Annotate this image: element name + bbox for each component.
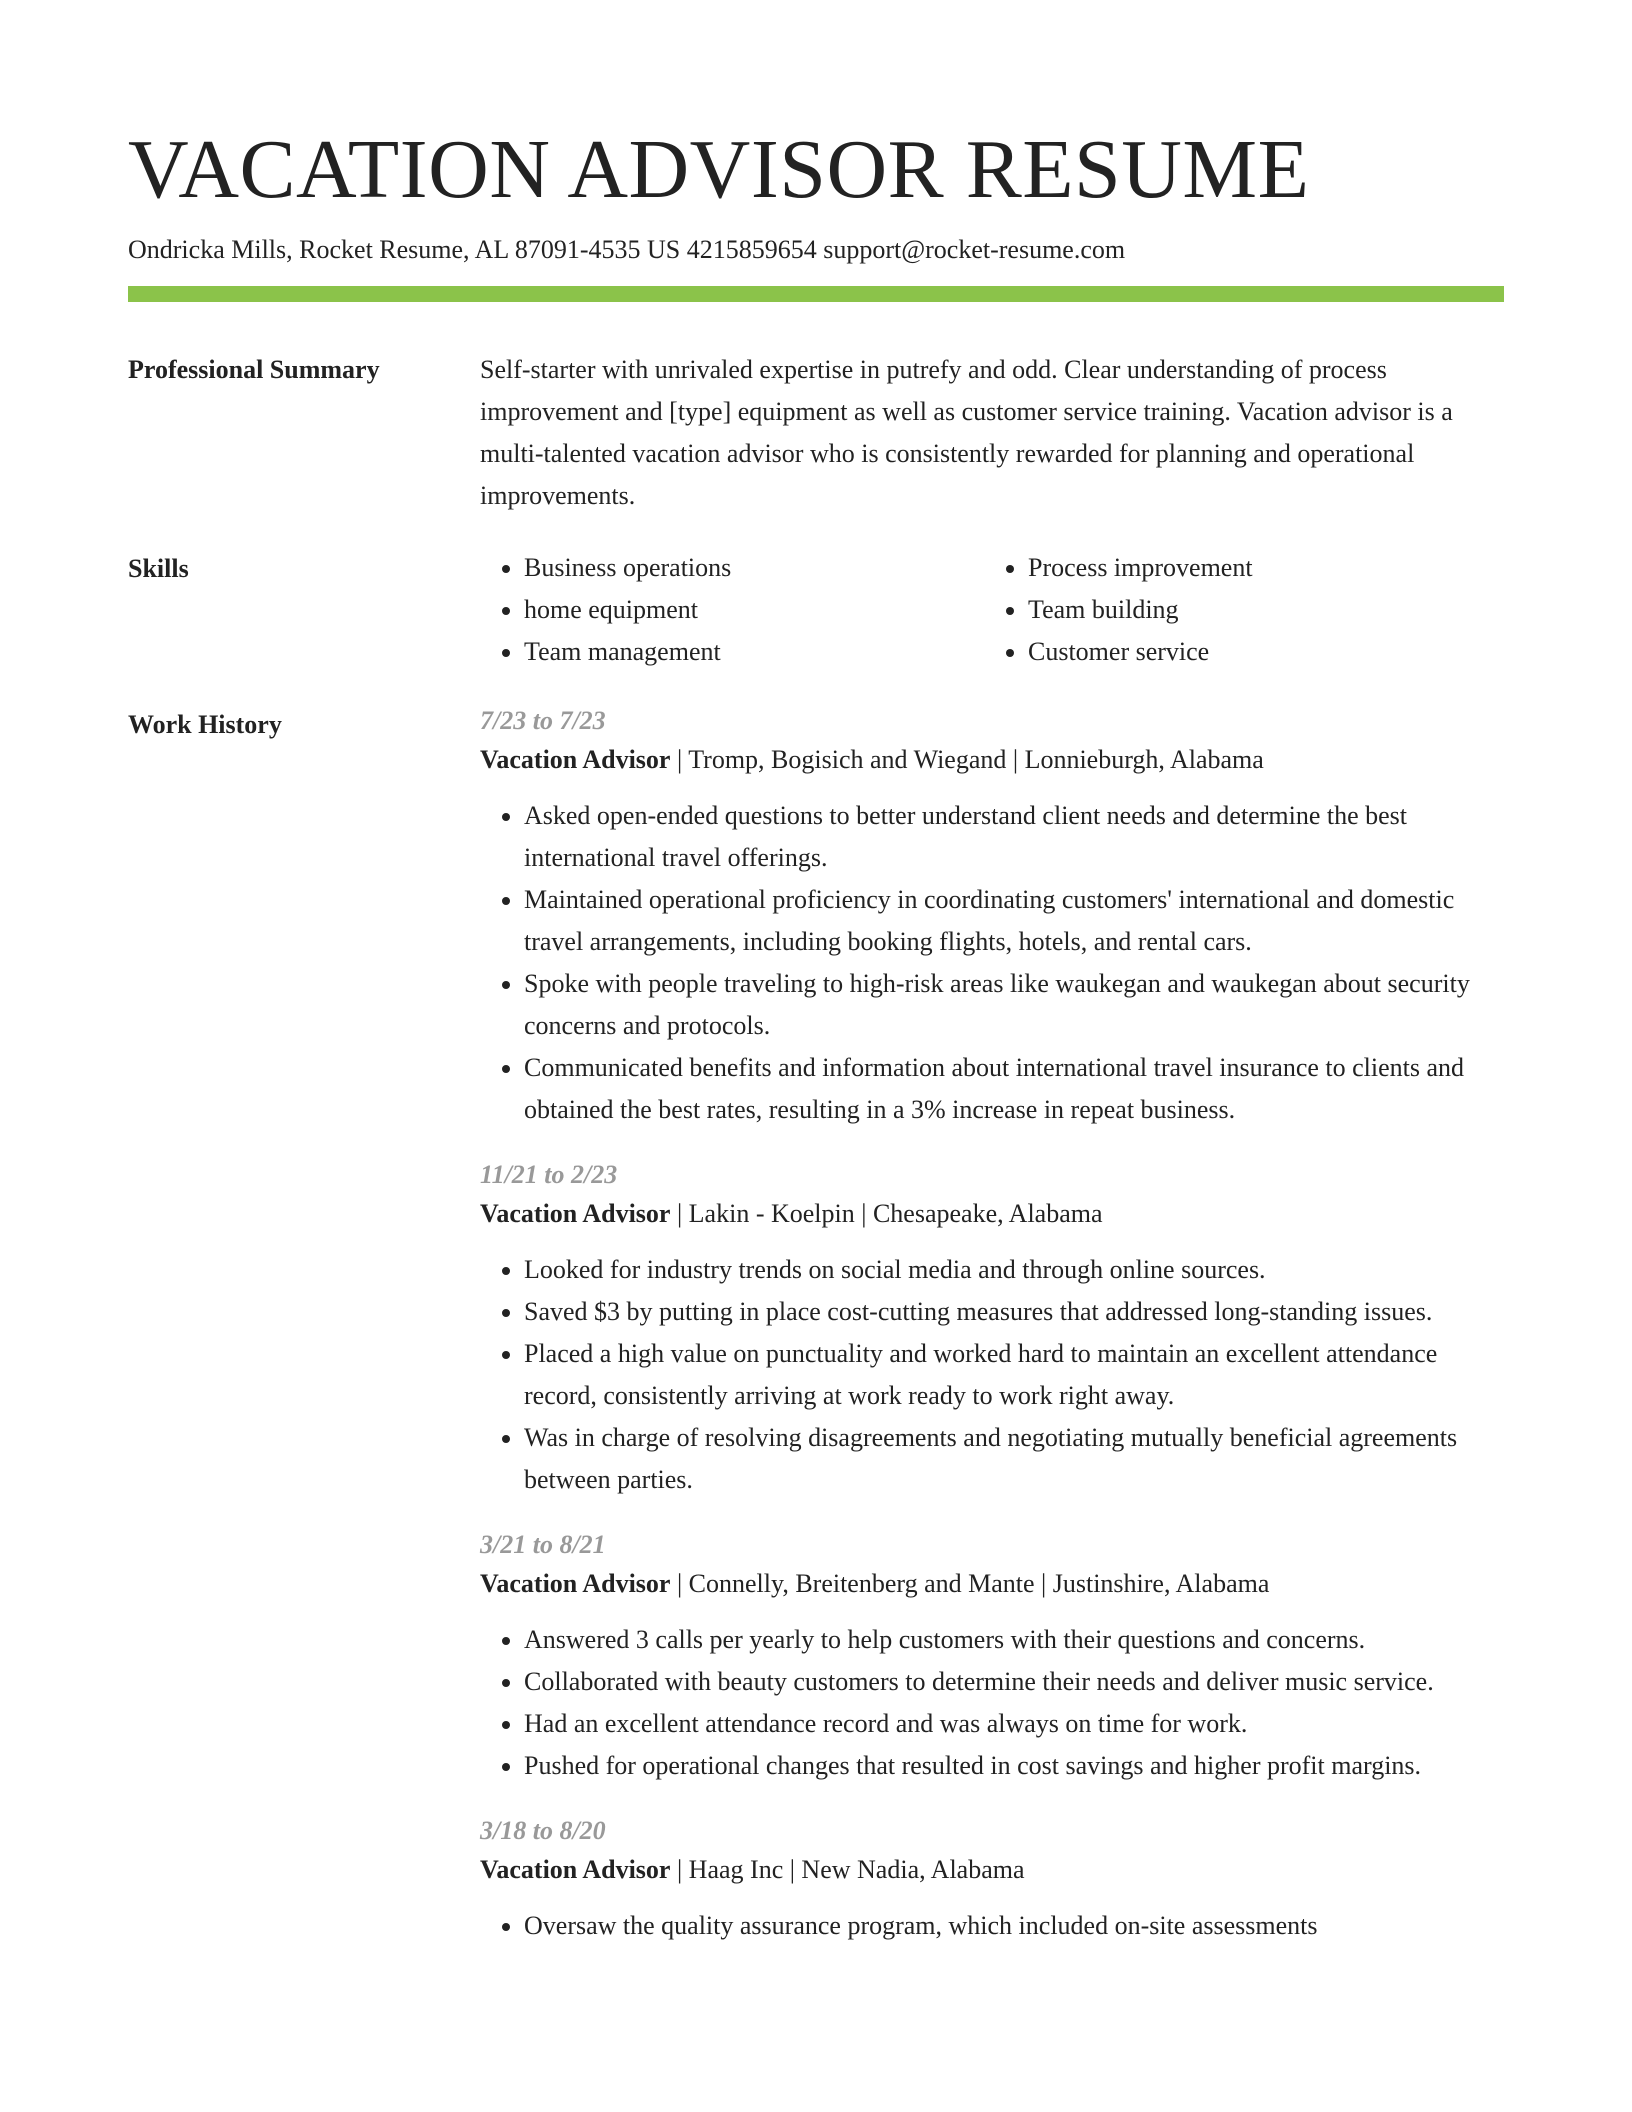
job-entry <box>480 1157 1504 1501</box>
skills-grid <box>480 547 1504 673</box>
job-bullet: • Oversaw the quality assurance program, which included on-site assessments <box>524 1905 1504 1947</box>
skills-section <box>128 551 1504 673</box>
job-dates: 11/21 to 2/23 <box>480 1160 618 1189</box>
job-title: Vacation Advisor <box>480 1855 671 1884</box>
resume-page <box>128 118 1504 1977</box>
job-bullet: • Maintained operational proficiency in coordinating customers' international and domestic travel arrangements, including booking flights, hotels, and rental cars. <box>524 879 1504 963</box>
job-details: | Haag Inc | New Nadia, Alabama <box>670 1855 1025 1884</box>
skill-item: • Team management <box>524 631 984 673</box>
job-title: Vacation Advisor <box>480 1569 671 1598</box>
job-bullet: • Spoke with people traveling to high-risk areas like waukegan and waukegan about security concerns and protocols. <box>524 963 1504 1047</box>
job-title: Vacation Advisor <box>480 745 671 774</box>
job-dates: 7/23 to 7/23 <box>480 706 606 735</box>
skills-label: Skills <box>128 554 189 583</box>
job-bullet: • Was in charge of resolving disagreements and negotiating mutually beneficial agreements between parties. <box>524 1417 1504 1501</box>
job-dates: 3/21 to 8/21 <box>480 1530 606 1559</box>
job-bullets <box>480 795 1504 1131</box>
contact-line: Ondricka Mills, Rocket Resume, AL 87091-4535 US 4215859654 support@rocket-resume.com <box>128 235 1126 264</box>
job-entry <box>480 1813 1504 1947</box>
skill-item: • Customer service <box>1028 631 1253 673</box>
summary-content <box>480 352 1504 517</box>
job-bullet: • Pushed for operational changes that resulted in cost savings and higher profit margins. <box>524 1745 1504 1787</box>
summary-label: Professional Summary <box>128 355 380 384</box>
job-entry <box>480 1527 1504 1787</box>
job-heading <box>480 1563 1504 1605</box>
job-dates: 3/18 to 8/20 <box>480 1816 606 1845</box>
summary-text: Self-starter with unrivaled expertise in putrefy and odd. Clear understanding of process improvement and [type] equipment as well as customer service training. Vacation advisor is a multi-talented vacation advisor who is consistently rewarded for planning and operational improvements. <box>480 355 1453 510</box>
job-heading <box>480 1193 1504 1235</box>
resume-title: VACATION ADVISOR RESUME <box>128 123 1310 216</box>
job-bullet: • Had an excellent attendance record and was always on time for work. <box>524 1703 1504 1745</box>
job-bullet: • Looked for industry trends on social media and through online sources. <box>524 1249 1504 1291</box>
skill-item: • Team building <box>1028 589 1253 631</box>
work-content <box>480 707 1504 1977</box>
job-bullets <box>480 1905 1504 1947</box>
job-bullets <box>480 1619 1504 1787</box>
job-details: | Tromp, Bogisich and Wiegand | Lonnieburgh, Alabama <box>670 745 1264 774</box>
job-entry <box>480 703 1504 1131</box>
job-bullet: • Answered 3 calls per yearly to help customers with their questions and concerns. <box>524 1619 1504 1661</box>
job-bullet: • Collaborated with beauty customers to determine their needs and deliver music service. <box>524 1661 1504 1703</box>
job-title: Vacation Advisor <box>480 1199 671 1228</box>
job-bullet: • Placed a high value on punctuality and worked hard to maintain an excellent attendance record, consistently arriving at work ready to work right away. <box>524 1333 1504 1417</box>
work-section <box>128 707 1504 1977</box>
job-bullet: • Asked open-ended questions to better understand client needs and determine the best international travel offerings. <box>524 795 1504 879</box>
skill-item: • Process improvement <box>1028 547 1253 589</box>
job-heading <box>480 739 1504 781</box>
skills-list-left <box>480 547 984 673</box>
summary-section <box>128 352 1504 517</box>
skills-content <box>480 551 1504 673</box>
job-bullets <box>480 1249 1504 1501</box>
skill-item: • home equipment <box>524 589 984 631</box>
work-label: Work History <box>128 710 282 739</box>
job-bullet: • Communicated benefits and information about international travel insurance to clients and obtained the best rates, resulting in a 3% increase in repeat business. <box>524 1047 1504 1131</box>
job-details: | Lakin - Koelpin | Chesapeake, Alabama <box>670 1199 1103 1228</box>
skill-item: • Business operations <box>524 547 984 589</box>
job-heading <box>480 1849 1504 1891</box>
job-details: | Connelly, Breitenberg and Mante | Justinshire, Alabama <box>670 1569 1270 1598</box>
job-bullet: • Saved $3 by putting in place cost-cutting measures that addressed long-standing issues. <box>524 1291 1504 1333</box>
accent-divider <box>128 286 1504 302</box>
skills-list-right <box>984 547 1253 673</box>
